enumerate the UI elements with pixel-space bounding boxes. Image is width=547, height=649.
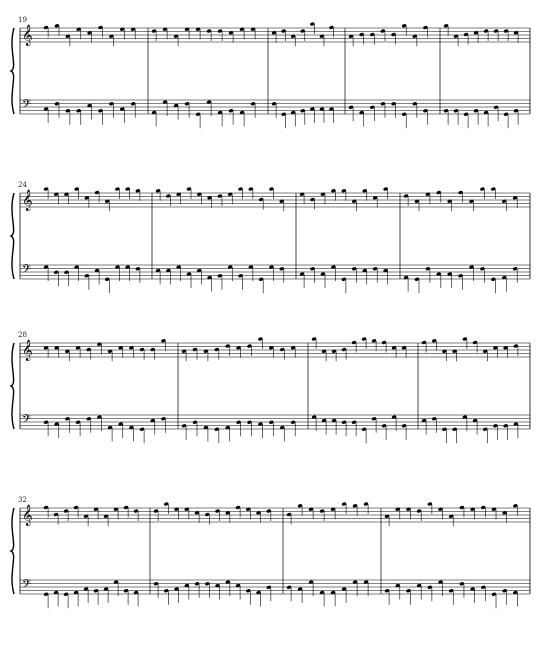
treble-clef-icon: 𝄞: [22, 190, 33, 211]
treble-clef-icon: 𝄞: [22, 505, 33, 526]
treble-staff: [20, 343, 530, 357]
bass-clef-icon: 𝄢: [22, 413, 32, 429]
measure-number: 19: [18, 16, 27, 24]
music-system: [11, 331, 530, 443]
measure-number: 24: [18, 181, 27, 189]
treble-clef-icon: 𝄞: [22, 340, 33, 361]
treble-staff: [20, 28, 530, 42]
treble-staff: [20, 193, 530, 207]
music-system: [11, 496, 530, 608]
bass-clef-icon: 𝄢: [22, 263, 32, 279]
bass-staff: [20, 415, 530, 429]
bass-clef-icon: 𝄢: [22, 578, 32, 594]
brace: [11, 28, 14, 114]
brace: [11, 508, 14, 594]
music-system: [11, 181, 530, 293]
brace: [11, 343, 14, 429]
treble-clef-icon: 𝄞: [22, 25, 33, 46]
brace: [11, 193, 14, 279]
measure-number: 28: [18, 331, 27, 339]
music-system: [11, 16, 530, 128]
measure-number: 32: [18, 496, 27, 504]
bass-clef-icon: 𝄢: [22, 98, 32, 114]
